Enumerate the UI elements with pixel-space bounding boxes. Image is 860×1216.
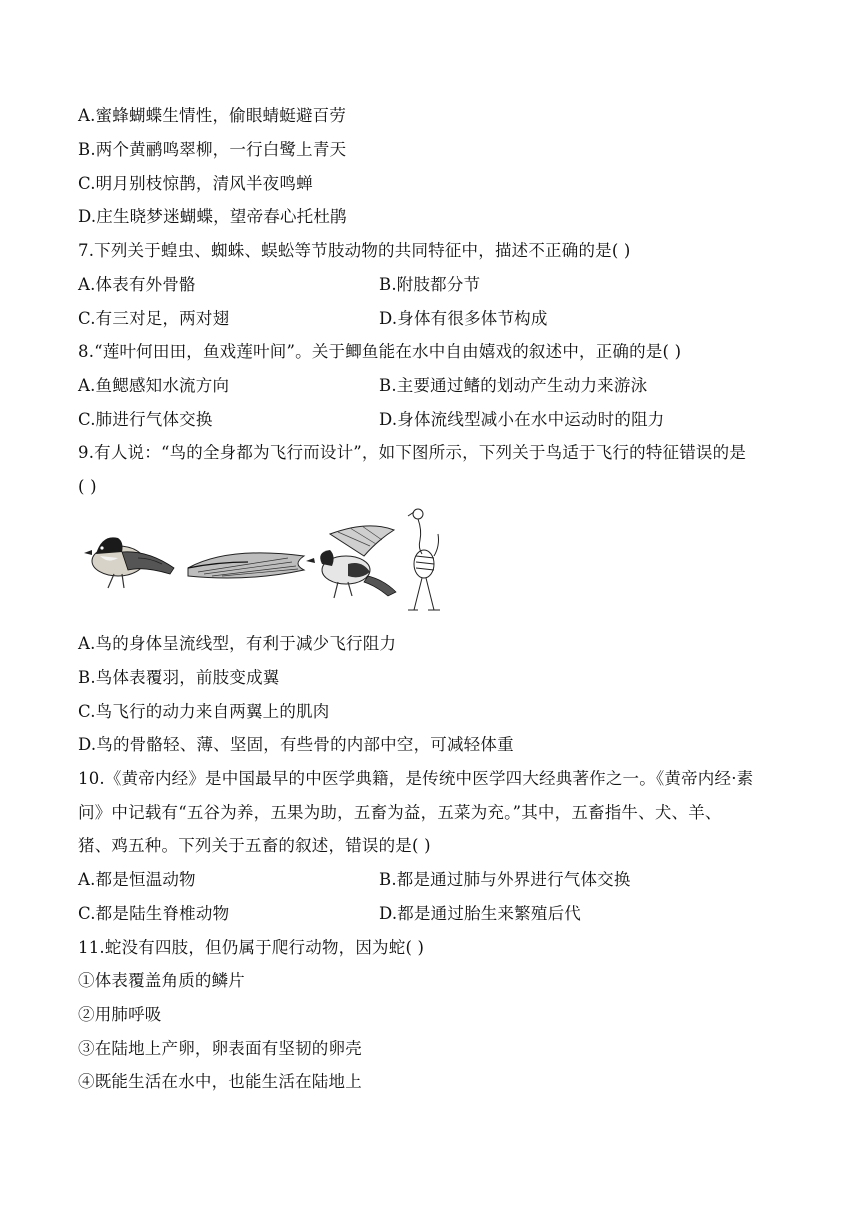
- q9-option-d: D.鸟的骨骼轻、薄、坚固，有些骨的内部中空，可减轻体重: [78, 735, 514, 754]
- q9-stem-line2: ( ): [78, 477, 97, 496]
- bird-figures: [78, 506, 468, 618]
- q6-option-d: D.庄生晓梦迷蝴蝶，望帝春心托杜鹃: [78, 207, 347, 226]
- q10-stem-line3: 猪、鸡五种。下列关于五畜的叙述，错误的是( ): [78, 836, 431, 855]
- q10-option-c: C.都是陆生脊椎动物: [78, 904, 230, 923]
- q11-item-3: ③在陆地上产卵，卵表面有坚韧的卵壳: [78, 1039, 362, 1058]
- q11-item-4: ④既能生活在水中，也能生活在陆地上: [78, 1072, 362, 1091]
- q8-stem: 8.“莲叶何田田，鱼戏莲叶间”。关于鲫鱼能在水中自由嬉戏的叙述中，正确的是( ): [78, 342, 682, 361]
- q6-option-a: A.蜜蜂蝴蝶生情性，偷眼蜻蜓避百劳: [78, 106, 347, 125]
- q7-option-d: D.身体有很多体节构成: [379, 309, 548, 328]
- sparrow-illustration: [84, 537, 174, 588]
- q8-option-c: C.肺进行气体交换: [78, 410, 213, 429]
- flying-bird-illustration: [306, 526, 396, 598]
- q10-option-d: D.都是通过胎生来繁殖后代: [379, 904, 581, 923]
- q11-item-2: ②用肺呼吸: [78, 1005, 162, 1024]
- q10-stem-line2: 问》中记载有“五谷为养，五果为助，五畜为益，五菜为充。”其中，五畜指牛、犬、羊、: [78, 803, 722, 822]
- q9-option-a: A.鸟的身体呈流线型，有利于减少飞行阻力: [78, 634, 397, 653]
- q9-option-b: B.鸟体表覆羽，前肢变成翼: [78, 668, 280, 687]
- q7-stem: 7.下列关于蝗虫、蜘蛛、蜈蚣等节肢动物的共同特征中，描述不正确的是( ): [78, 241, 631, 260]
- q9-option-c: C.鸟飞行的动力来自两翼上的肌肉: [78, 702, 330, 721]
- q11-item-1: ①体表覆盖角质的鳞片: [78, 971, 245, 990]
- q6-option-b: B.两个黄鹂鸣翠柳，一行白鹭上青天: [78, 140, 347, 159]
- q8-option-a: A.鱼鳃感知水流方向: [78, 376, 230, 395]
- q10-option-a: A.都是恒温动物: [78, 870, 196, 889]
- q11-stem: 11.蛇没有四肢，但仍属于爬行动物，因为蛇( ): [78, 938, 425, 957]
- q8-option-d: D.身体流线型减小在水中运动时的阻力: [379, 410, 665, 429]
- q6-option-c: C.明月别枝惊鹊，清风半夜鸣蝉: [78, 174, 313, 193]
- wing-illustration: [188, 553, 304, 578]
- q7-option-a: A.体表有外骨骼: [78, 275, 196, 294]
- skeleton-illustration: [408, 509, 440, 610]
- q7-option-b: B.附肢都分节: [379, 275, 481, 294]
- q8-option-b: B.主要通过鳍的划动产生动力来游泳: [379, 376, 648, 395]
- q10-option-b: B.都是通过肺与外界进行气体交换: [379, 870, 631, 889]
- q7-option-c: C.有三对足，两对翅: [78, 309, 230, 328]
- q9-stem-line1: 9.有人说：“鸟的全身都为飞行而设计”，如下图所示，下列关于鸟适于飞行的特征错误的是: [78, 443, 747, 462]
- q10-stem-line1: 10.《黄帝内经》是中国最早的中医学典籍，是传统中医学四大经典著作之一。《黄帝内经·素: [78, 769, 754, 788]
